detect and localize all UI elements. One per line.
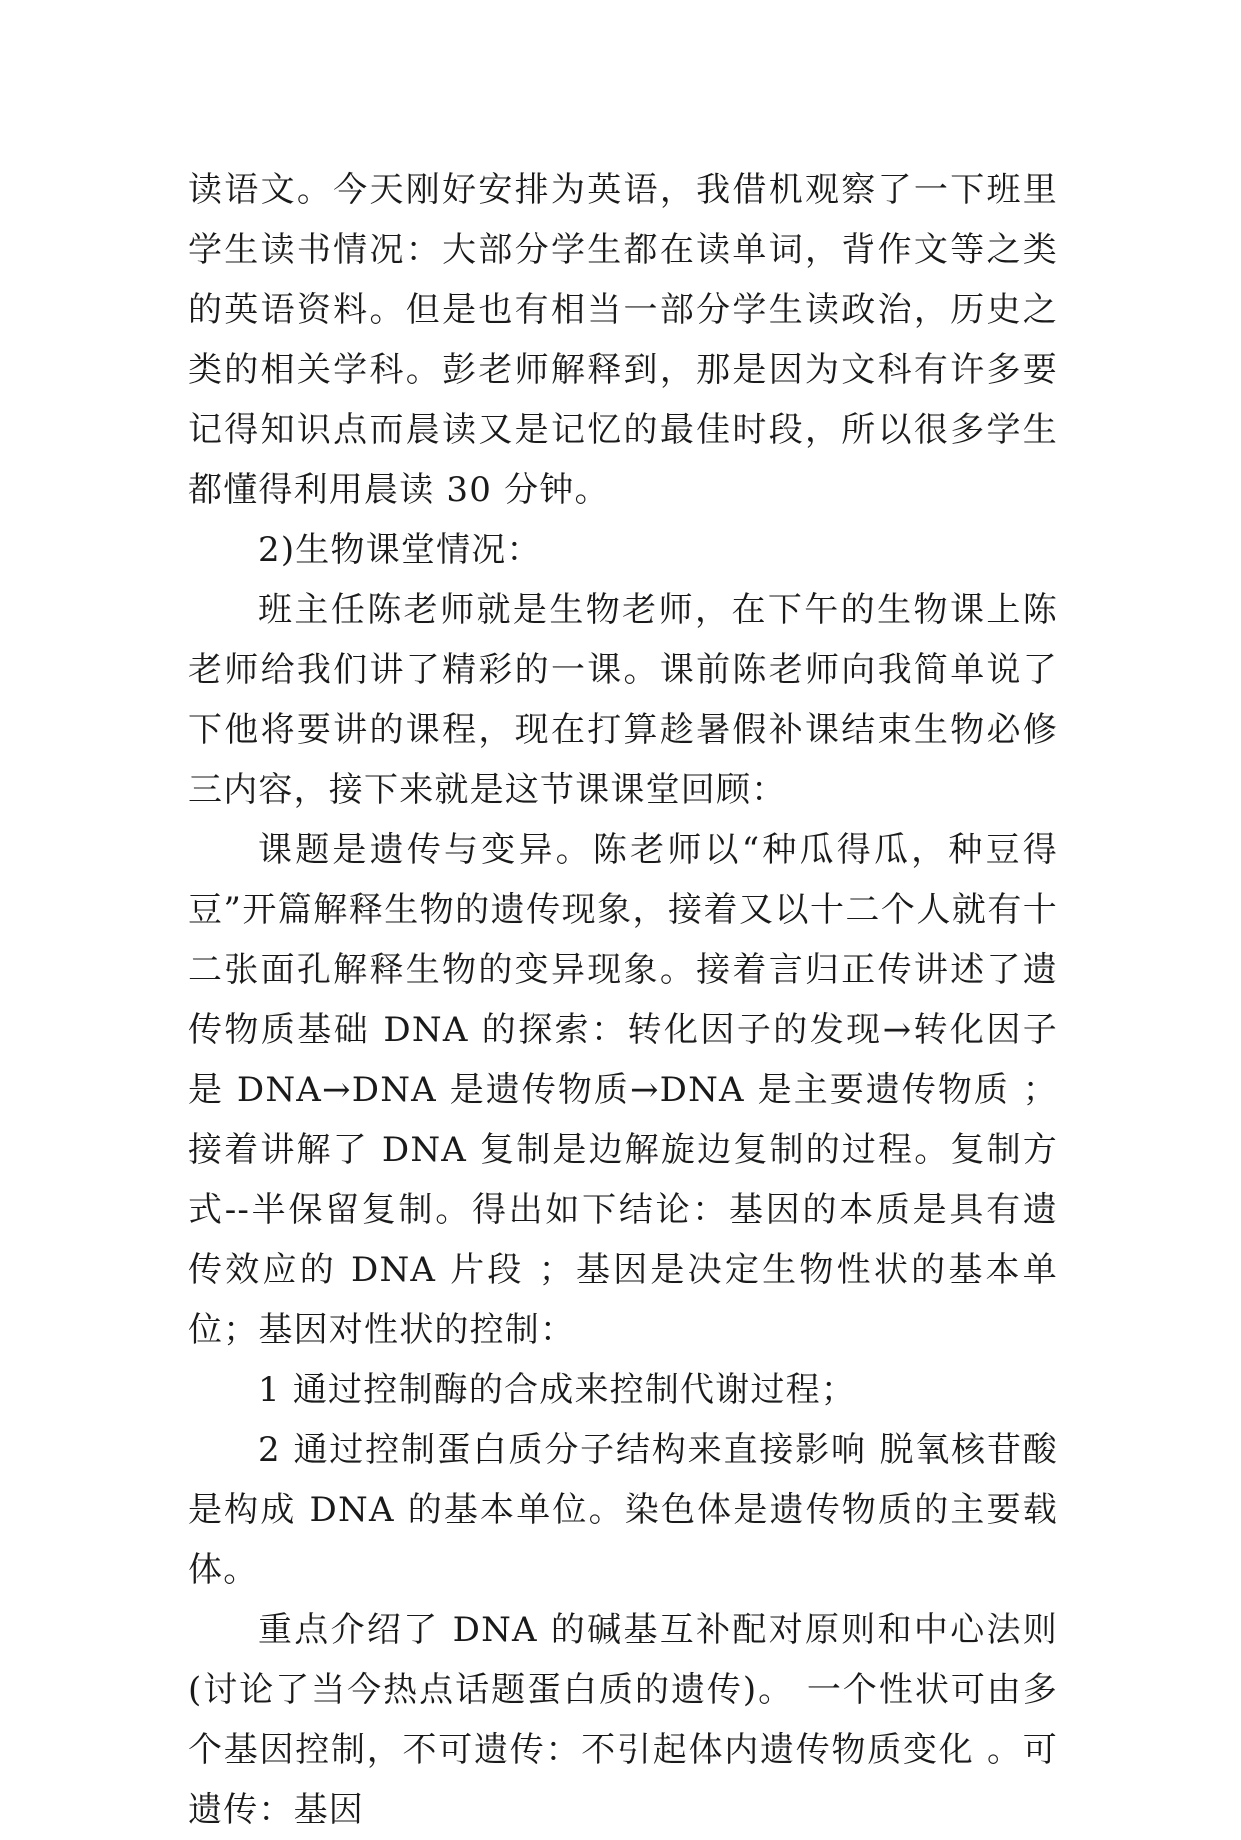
paragraph-key-points: 重点介绍了 DNA 的碱基互补配对原则和中心法则(讨论了当今热点话题蛋白质的遗传)。 一个性状可由多个基因控制，不可遗传：不引起体内遗传物质变化 。可遗传：基因 [188,1610,1058,1830]
paragraph-biology-heading: 2)生物课堂情况： [258,530,542,570]
paragraph-lesson-review: 课题是遗传与变异。陈老师以“种瓜得瓜，种豆得豆”开篇解释生物的遗传现象，接着又以十二个人就有十二张面孔解释生物的变异现象。接着言归正传讲述了遗传物质基础 DNA 的探索：转化因子的发现→转化因子是 DNA→DNA 是遗传物质→DNA 是主要遗传物质 ；接着讲解了 DNA 复制是边解旋边复制的过程。复制方式--半保留复制。得出如下结论：基因的本质是具有遗传效应的 DNA 片段 ；基因是决定生物性状的基本单位；基因对性状的控制： [188,830,1058,1350]
paragraph-point-1: 1 通过控制酶的合成来控制代谢过程； [258,1370,857,1410]
body-text [188,160,1058,1840]
paragraph-class-intro: 班主任陈老师就是生物老师，在下午的生物课上陈老师给我们讲了精彩的一课。课前陈老师向我简单说了下他将要讲的课程，现在打算趁暑假补课结束生物必修三内容，接下来就是这节课课堂回顾： [188,590,1058,810]
paragraph-point-2: 2 通过控制蛋白质分子结构来直接影响 脱氧核苷酸是构成 DNA 的基本单位。染色体是遗传物质的主要载体。 [188,1430,1058,1590]
paragraph-morning-reading: 读语文。今天刚好安排为英语，我借机观察了一下班里学生读书情况：大部分学生都在读单词，背作文等之类的英语资料。但是也有相当一部分学生读政治，历史之类的相关学科。彭老师解释到，那是因为文科有许多要记得知识点而晨读又是记忆的最佳时段，所以很多学生都懂得利用晨读 30 分钟。 [188,170,1058,510]
